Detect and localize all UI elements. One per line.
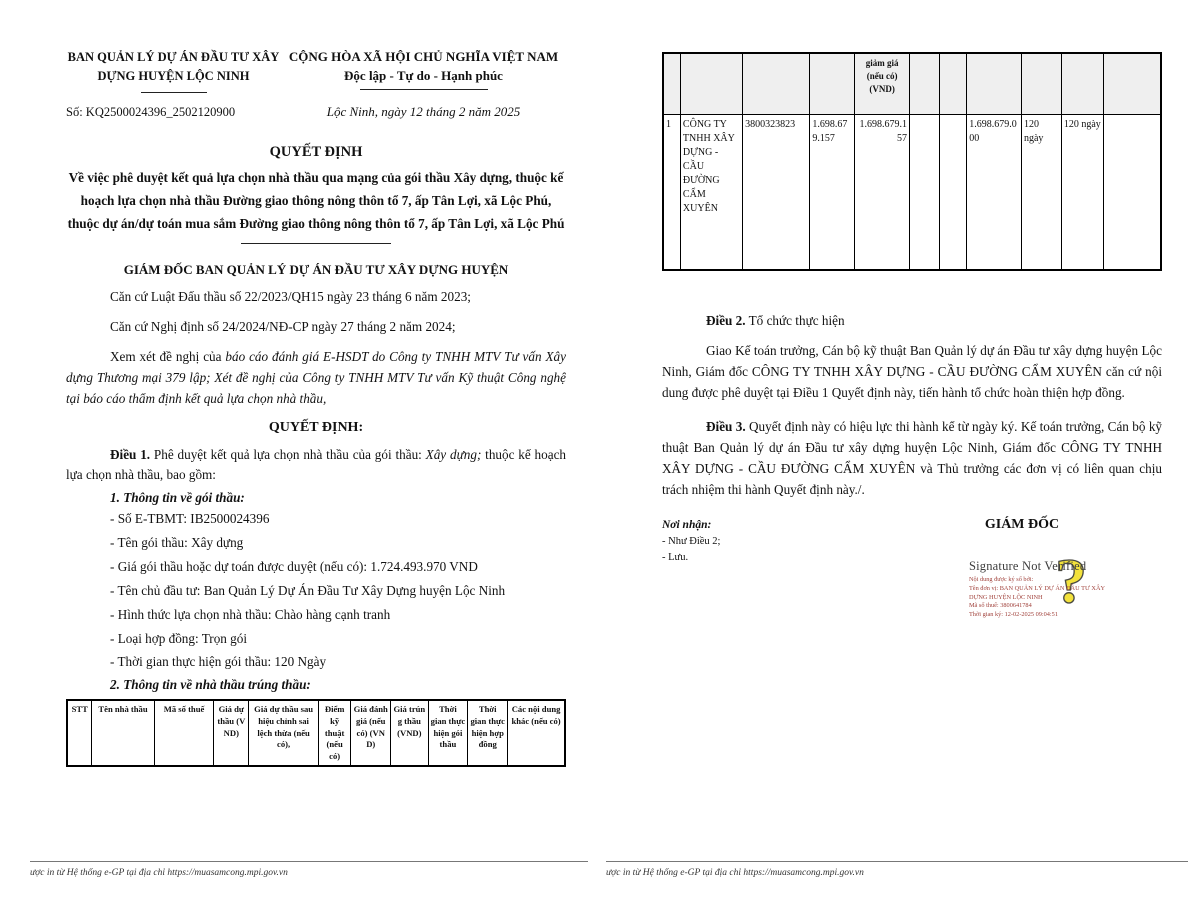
national-motto: Độc lập - Tự do - Hạnh phúc: [344, 68, 503, 84]
document-header: [66, 48, 566, 120]
winner-contract-duration: 120 ngày: [1061, 115, 1103, 271]
col-header-award-price: Giá trúng thầu (VND): [391, 700, 428, 766]
page-1-footer: [30, 861, 588, 878]
article-2-heading: [662, 311, 1162, 332]
article-2-title: Tổ chức thực hiện: [745, 313, 845, 328]
signature-details: [969, 576, 1105, 620]
signature-detail-line: Thời gian ký: 12-02-2025 09:04:51: [968, 611, 1058, 619]
footer-text: ược in từ Hệ thống e-GP tại địa chỉ https://muasamcong.mpi.gov.vn: [606, 868, 864, 878]
article-3-label: Điều 3.: [706, 419, 746, 435]
winner-award-price: 1.698.679.000: [967, 115, 1022, 271]
issuing-org-name: BAN QUẢN LÝ DỰ ÁN ĐẦU TƯ XÂY DỰNG HUYỆN LỘC NINH: [67, 50, 280, 83]
national-header: CỘNG HÒA XÃ HỘI CHỦ NGHĨA VIỆT NAM: [288, 49, 559, 64]
bidder-table-header: [66, 699, 566, 767]
col-header-bid-adjusted: Giá dự thầu sau hiệu chỉnh sai lệch thừa (nếu có),: [249, 700, 319, 766]
package-info-item: - Tên gói thầu: Xây dựng: [110, 535, 244, 551]
col-header-name: Tên nhà thầu: [92, 700, 154, 766]
signature-section: [662, 517, 1162, 621]
decision-subtitle: Về việc phê duyệt kết quả lựa chọn nhà thầu qua mạng của gói thầu Xây dựng, thuộc kế hoạch lựa chọn nhà thầu Đường giao thông nông thôn tổ 7, ấp Tân Lợi, xã Lộc Phú, thuộc dự án/dự toán mua sắm Đường giao thông nông thôn tổ 7, ấp Tân Lợi, xã Lộc Phú: [67, 170, 565, 231]
col-header-eval-price: Giá đánh giá (nếu có) (VND): [351, 700, 391, 766]
page-2-footer: [606, 861, 1188, 878]
legal-basis-3-prefix: Xem xét đề nghị của: [110, 349, 226, 365]
cont-header-empty: [909, 53, 939, 115]
winner-tax: 3800323823: [743, 115, 810, 271]
cont-header-empty: [743, 53, 810, 115]
cont-header-empty: [663, 53, 680, 115]
col-header-tech-score: Điểm kỹ thuật (nếu có): [318, 700, 350, 766]
table-header-row: [67, 700, 565, 766]
page-2-content: [662, 46, 1162, 621]
decision-title: QUYẾT ĐỊNH: [269, 144, 363, 161]
article-1-package: Xây dựng;: [425, 446, 482, 462]
footer-text: ược in từ Hệ thống e-GP tại địa chỉ https://muasamcong.mpi.gov.vn: [30, 868, 288, 878]
article-3-body: Quyết định này có hiệu lực thi hành kể từ ngày ký. Kế toán trưởng, Cán bộ kỹ thuật Ban Quản lý dự án Đầu tư xây dựng huyện Lộc Ninh, Giám đốc CÔNG TY TNHH XÂY DỰNG - CẦU ĐƯỜNG CẨM XUYÊN và Thủ trưởng các đơn vị có liên quan chịu trách nhiệm thi hành Quyết định này./.: [662, 419, 1163, 498]
legal-basis-3: [66, 347, 566, 410]
decision-heading: QUYẾT ĐỊNH:: [268, 419, 364, 435]
col-header-tax: Mã số thuế: [154, 700, 214, 766]
winner-row: [663, 115, 1161, 271]
question-mark-graphic: ?: [1054, 544, 1087, 616]
col-header-duration: Thời gian thực hiện gói thầu: [428, 700, 468, 766]
cont-header-empty: [939, 53, 966, 115]
table-header-continued-row: [663, 53, 1161, 115]
legal-basis-2: Căn cứ Nghị định số 24/2024/NĐ-CP ngày 27 tháng 2 năm 2024;: [110, 319, 456, 335]
article-2-body: Giao Kế toán trưởng, Cán bộ kỹ thuật Ban Quản lý dự án Đầu tư xây dựng huyện Lộc Ninh, Giám đốc CÔNG TY TNHH XÂY DỰNG - CẦU ĐƯỜNG CẨM XUYÊN căn cứ nội dung được phê duyệt tại Điều 1 Quyết định này, tiến hành tổ chức hoàn thiện hợp đồng.: [662, 342, 1162, 400]
col-header-bid: Giá dự thầu (VND): [214, 700, 249, 766]
package-info-item: - Thời gian thực hiện gói thầu: 120 Ngày: [110, 654, 327, 670]
recipient-item: - Như Điều 2;: [662, 536, 721, 548]
signer-block: [882, 517, 1162, 621]
col-header-stt: STT: [67, 700, 92, 766]
place-date: Lộc Ninh, ngày 12 tháng 2 năm 2025: [326, 104, 521, 120]
motto-divider: [360, 89, 488, 90]
section-1-heading: 1. Thông tin về gói thầu:: [110, 490, 245, 506]
col-header-contract-duration: Thời gian thực hiện hợp đồng: [468, 700, 508, 766]
article-2-label: Điều 2.: [706, 313, 746, 328]
article-1-text: Phê duyệt kết quả lựa chọn nhà thầu của gói thầu:: [150, 446, 426, 462]
page-1-content: [66, 48, 566, 767]
cont-header-empty: [1061, 53, 1103, 115]
package-info-item: - Số E-TBMT: IB2500024396: [110, 511, 270, 527]
legal-basis-3-detail: báo cáo đánh giá E-HSDT do Công ty TNHH MTV Tư vấn Xây dựng Thương mại 379 lập; Xét đề nghị của Công ty TNHH MTV Tư vấn Kỹ thuật Công nghệ tại báo cáo thẩm định kết quả lựa chọn nhà thầu,: [66, 349, 566, 406]
winner-bid: 1.698.679.157: [810, 115, 855, 271]
signature-detail-line: Tên đơn vị: BAN QUẢN LÝ DỰ ÁN ĐẦU TƯ XÂY: [968, 584, 1106, 592]
cont-header-discount: giảm giá (nếu có) (VND): [855, 53, 910, 115]
cont-header-empty: [810, 53, 855, 115]
col-header-other: Các nội dung khác (nếu có): [508, 700, 565, 766]
package-info-item: - Hình thức lựa chọn nhà thầu: Chào hàng cạnh tranh: [110, 606, 391, 622]
cont-header-empty: [1021, 53, 1061, 115]
article-1-label: Điều 1.: [110, 446, 151, 462]
issuing-org-block: [66, 48, 281, 120]
cont-header-empty: [967, 53, 1022, 115]
title-divider: [241, 243, 391, 244]
package-info-item: - Loại hợp đồng: Trọn gói: [110, 630, 248, 646]
recipients-label: Nơi nhận:: [662, 518, 712, 531]
legal-basis-1: Căn cứ Luật Đấu thầu số 22/2023/QH15 ngày 23 tháng 6 năm 2023;: [110, 289, 471, 305]
winner-bid-adjusted: 1.698.679.157: [855, 115, 910, 271]
page-2: [600, 0, 1200, 900]
article-1-text-2: thuộc kế hoạch lựa chọn nhà thầu, bao gồm:: [66, 446, 567, 483]
signer-title: GIÁM ĐỐC: [984, 516, 1060, 532]
winner-duration: 120 ngày: [1021, 115, 1061, 271]
authority-title: GIÁM ĐỐC BAN QUẢN LÝ DỰ ÁN ĐẦU TƯ XÂY DỰNG HUYỆN: [123, 262, 509, 278]
footer-divider: [30, 861, 588, 862]
signature-detail-line: DỰNG HUYỆN LỘC NINH: [968, 593, 1043, 601]
article-1: [66, 445, 566, 487]
cont-header-empty: [680, 53, 742, 115]
cont-header-empty: [1104, 53, 1161, 115]
footer-divider: [606, 861, 1188, 862]
document-number: Số: KQ2500024396_2502120900: [66, 104, 236, 119]
winner-name: CÔNG TY TNHH XÂY DỰNG - CẦU ĐƯỜNG CẨM XUYÊN: [680, 115, 742, 271]
winner-eval-price: [939, 115, 966, 271]
signature-detail-line: Mã số thuế: 3800641784: [968, 602, 1032, 610]
package-info-item: - Tên chủ đầu tư: Ban Quản Lý Dự Án Đầu Tư Xây Dựng huyện Lộc Ninh: [110, 582, 506, 598]
article-3: [662, 417, 1162, 500]
winner-stt: 1: [663, 115, 680, 271]
bidder-table-continued: [662, 52, 1162, 271]
section-2-heading: 2. Thông tin về nhà thầu trúng thầu:: [110, 677, 311, 693]
recipients-block: [662, 517, 882, 621]
recipient-item: - Lưu.: [662, 551, 689, 563]
package-info-item: - Giá gói thầu hoặc dự toán được duyệt (nếu có): 1.724.493.970 VND: [110, 559, 478, 575]
org-divider: [141, 92, 207, 93]
digital-signature-stamp: [968, 544, 1106, 620]
signature-detail-line: Nội dung được ký số bởi:: [968, 575, 1034, 583]
winner-other: [1104, 115, 1161, 271]
winner-tech-score: [909, 115, 939, 271]
signature-status-text: Signature Not Verified: [968, 558, 1087, 573]
national-header-block: [281, 48, 566, 120]
